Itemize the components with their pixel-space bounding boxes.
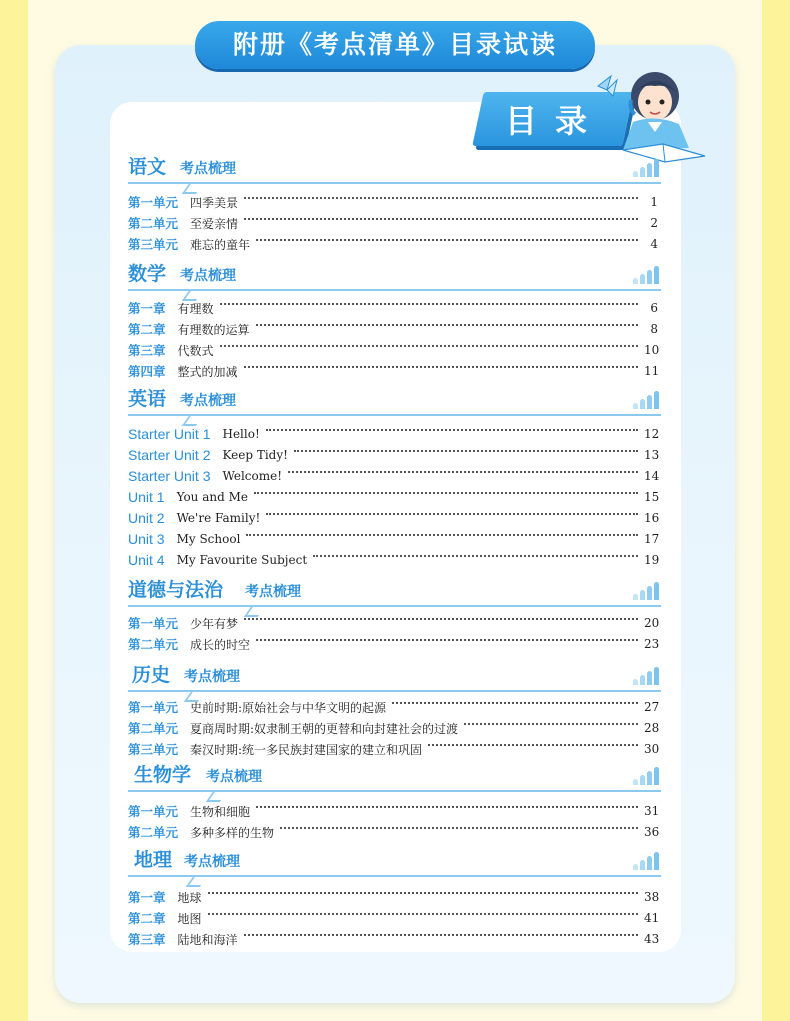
unit-label: 第一章: [128, 302, 166, 316]
entry-title: 史前时期:原始社会与中华文明的起源: [190, 700, 387, 715]
leader-dots: [244, 197, 638, 199]
toc-row[interactable]: [128, 929, 658, 949]
leader-dots: [256, 806, 638, 808]
signal-bars-icon: [633, 582, 659, 600]
entry-title: Hello!: [222, 427, 260, 441]
page-number: 14: [644, 469, 660, 483]
toc-row[interactable]: [128, 697, 658, 717]
reading-girl-illustration: [593, 66, 723, 166]
leader-dots: [208, 913, 638, 915]
page-number: 8: [650, 322, 658, 336]
leader-dots: [220, 345, 638, 347]
page-number: 19: [644, 553, 660, 567]
entry-title: Keep Tidy!: [222, 448, 288, 462]
signal-bars-icon: [633, 852, 659, 870]
page-number: 41: [644, 911, 660, 925]
leader-dots: [428, 744, 638, 746]
signal-bars-icon: [633, 159, 659, 177]
page-number: 13: [644, 448, 660, 462]
leader-dots: [220, 303, 638, 305]
page-number: 38: [644, 890, 660, 904]
section-header: [128, 846, 663, 876]
unit-label: 第二单元: [128, 217, 179, 231]
section-header: [128, 576, 663, 606]
toc-row[interactable]: [128, 234, 658, 254]
section-header: [128, 385, 663, 415]
toc-row[interactable]: [128, 822, 658, 842]
toc-row[interactable]: [128, 739, 658, 759]
leader-dots: [464, 723, 638, 725]
section-morality-law: [128, 576, 663, 652]
toc-row[interactable]: [128, 550, 658, 570]
entry-title: 难忘的童年: [190, 237, 251, 252]
unit-label: 第二章: [128, 323, 166, 337]
section-history: [128, 661, 663, 757]
toc-row[interactable]: [128, 424, 658, 444]
section-biology: [128, 761, 663, 840]
entry-title: Welcome!: [222, 469, 283, 483]
toc-row[interactable]: [128, 340, 658, 360]
section-math: [128, 260, 663, 379]
unit-label: 第二单元: [128, 722, 179, 736]
entry-title: 秦汉时期:统一多民族封建国家的建立和巩固: [190, 742, 423, 757]
section-header: [128, 661, 663, 691]
page-number: 36: [644, 825, 660, 839]
signal-bars-icon: [633, 667, 659, 685]
page-edge-right: [762, 0, 790, 1021]
unit-label: 第四章: [128, 365, 166, 379]
page-number: 28: [644, 721, 660, 735]
topic-label: 考点梳理: [180, 393, 236, 409]
page-number: 15: [644, 490, 660, 504]
leader-dots: [244, 218, 638, 220]
section-header: [128, 260, 663, 290]
leader-dots: [313, 555, 638, 557]
page-number: 6: [650, 301, 658, 315]
entry-title: 四季美景: [190, 195, 239, 210]
section-chinese: [128, 153, 663, 252]
page-number: 23: [644, 637, 660, 651]
unit-label: Unit 2: [128, 510, 165, 526]
unit-label: 第三章: [128, 344, 166, 358]
leader-dots: [244, 366, 638, 368]
entry-title: 陆地和海洋: [177, 932, 238, 947]
section-underline: [128, 605, 661, 607]
entry-title: We're Family!: [176, 511, 261, 525]
leader-dots: [256, 324, 638, 326]
entry-title: My Favourite Subject: [176, 553, 308, 567]
page-number: 20: [644, 616, 660, 630]
toc-row[interactable]: [128, 466, 658, 486]
unit-label: 第三章: [128, 933, 166, 947]
topic-label: 考点梳理: [180, 268, 236, 284]
toc-row[interactable]: [128, 298, 658, 318]
page-number: 12: [644, 427, 660, 441]
leader-dots: [294, 450, 638, 452]
entry-title: 多种多样的生物: [190, 825, 275, 840]
entry-title: 至爱亲情: [190, 216, 239, 231]
toc-row[interactable]: [128, 487, 658, 507]
topic-label: 考点梳理: [206, 769, 262, 785]
entry-title: 生物和细胞: [190, 804, 251, 819]
topic-label: 考点梳理: [184, 854, 240, 870]
page-number: 2: [650, 216, 658, 230]
section-english: [128, 385, 663, 568]
leader-dots: [392, 702, 638, 704]
contents-title: 目录: [504, 102, 605, 140]
subject-label: 生物学: [134, 764, 192, 786]
page-number: 30: [644, 742, 660, 756]
unit-label: Starter Unit 2: [128, 447, 211, 463]
signal-bars-icon: [633, 767, 659, 785]
entry-title: My School: [176, 532, 241, 546]
leader-dots: [256, 639, 638, 641]
unit-label: Unit 4: [128, 552, 165, 568]
entry-title: 有理数的运算: [177, 322, 250, 337]
subject-label: 历史: [132, 664, 171, 686]
unit-label: 第二章: [128, 912, 166, 926]
page-number: 10: [644, 343, 660, 357]
leader-dots: [244, 618, 638, 620]
unit-label: 第三单元: [128, 743, 179, 757]
entry-title: 地球: [177, 890, 202, 905]
section-underline: [128, 414, 661, 416]
toc-row[interactable]: [128, 908, 658, 928]
toc-row[interactable]: [128, 887, 658, 907]
leader-dots: [280, 827, 638, 829]
signal-bars-icon: [633, 266, 659, 284]
page-number: 31: [644, 804, 660, 818]
entry-title: 地图: [177, 911, 202, 926]
leader-dots: [288, 471, 638, 473]
page-number: 16: [644, 511, 660, 525]
section-underline: [128, 182, 661, 184]
entry-title: You and Me: [176, 490, 248, 504]
leader-dots: [244, 934, 638, 936]
entry-title: 夏商周时期:奴隶制王朝的更替和向封建社会的过渡: [190, 721, 459, 736]
page-edge-left: [0, 0, 28, 1021]
topic-label: 考点梳理: [184, 669, 240, 685]
toc-row[interactable]: [128, 718, 658, 738]
page-number: 1: [650, 195, 658, 209]
section-geography: [128, 846, 663, 947]
page-number: 11: [644, 364, 660, 378]
toc-row[interactable]: [128, 192, 658, 212]
subject-label: 数学: [128, 263, 167, 285]
section-underline: [128, 690, 661, 692]
page-banner: 附册《考点清单》目录试读: [195, 21, 595, 69]
entry-title: 少年有梦: [190, 616, 239, 631]
leader-dots: [266, 429, 638, 431]
leader-dots: [246, 534, 638, 536]
page-number: 4: [650, 237, 658, 251]
topic-label: 考点梳理: [245, 584, 301, 600]
section-header: [128, 153, 663, 183]
unit-label: 第三单元: [128, 238, 179, 252]
toc-row[interactable]: [128, 445, 658, 465]
toc-row[interactable]: [128, 508, 658, 528]
unit-label: Starter Unit 1: [128, 426, 211, 442]
topic-label: 考点梳理: [180, 161, 236, 177]
unit-label: 第一单元: [128, 617, 179, 631]
toc-row[interactable]: [128, 213, 658, 233]
section-underline: [128, 790, 661, 792]
section-header: [128, 761, 663, 791]
subject-label: 地理: [134, 849, 173, 871]
subject-label: 语文: [128, 156, 167, 178]
leader-dots: [266, 513, 638, 515]
unit-label: Unit 3: [128, 531, 165, 547]
entry-title: 成长的时空: [190, 637, 251, 652]
unit-label: 第一单元: [128, 805, 179, 819]
unit-label: 第一章: [128, 891, 166, 905]
entry-title: 有理数: [177, 301, 214, 316]
unit-label: 第一单元: [128, 196, 179, 210]
leader-dots: [254, 492, 638, 494]
subject-label: 英语: [128, 388, 167, 410]
subject-label: 道德与法治: [128, 579, 224, 601]
toc-row[interactable]: [128, 361, 658, 381]
page-number: 27: [644, 700, 660, 714]
unit-label: 第二单元: [128, 826, 179, 840]
leader-dots: [256, 239, 638, 241]
toc-row[interactable]: [128, 634, 658, 654]
unit-label: 第一单元: [128, 701, 179, 715]
signal-bars-icon: [633, 391, 659, 409]
toc-row[interactable]: [128, 319, 658, 339]
unit-label: Unit 1: [128, 489, 165, 505]
page-number: 17: [644, 532, 660, 546]
entry-title: 代数式: [177, 343, 214, 358]
entry-title: 整式的加减: [177, 364, 238, 379]
page-number: 43: [644, 932, 660, 946]
toc-row[interactable]: [128, 613, 658, 633]
unit-label: 第二单元: [128, 638, 179, 652]
leader-dots: [208, 892, 638, 894]
toc-row[interactable]: [128, 529, 658, 549]
unit-label: Starter Unit 3: [128, 468, 211, 484]
toc-row[interactable]: [128, 801, 658, 821]
section-underline: [128, 289, 661, 291]
